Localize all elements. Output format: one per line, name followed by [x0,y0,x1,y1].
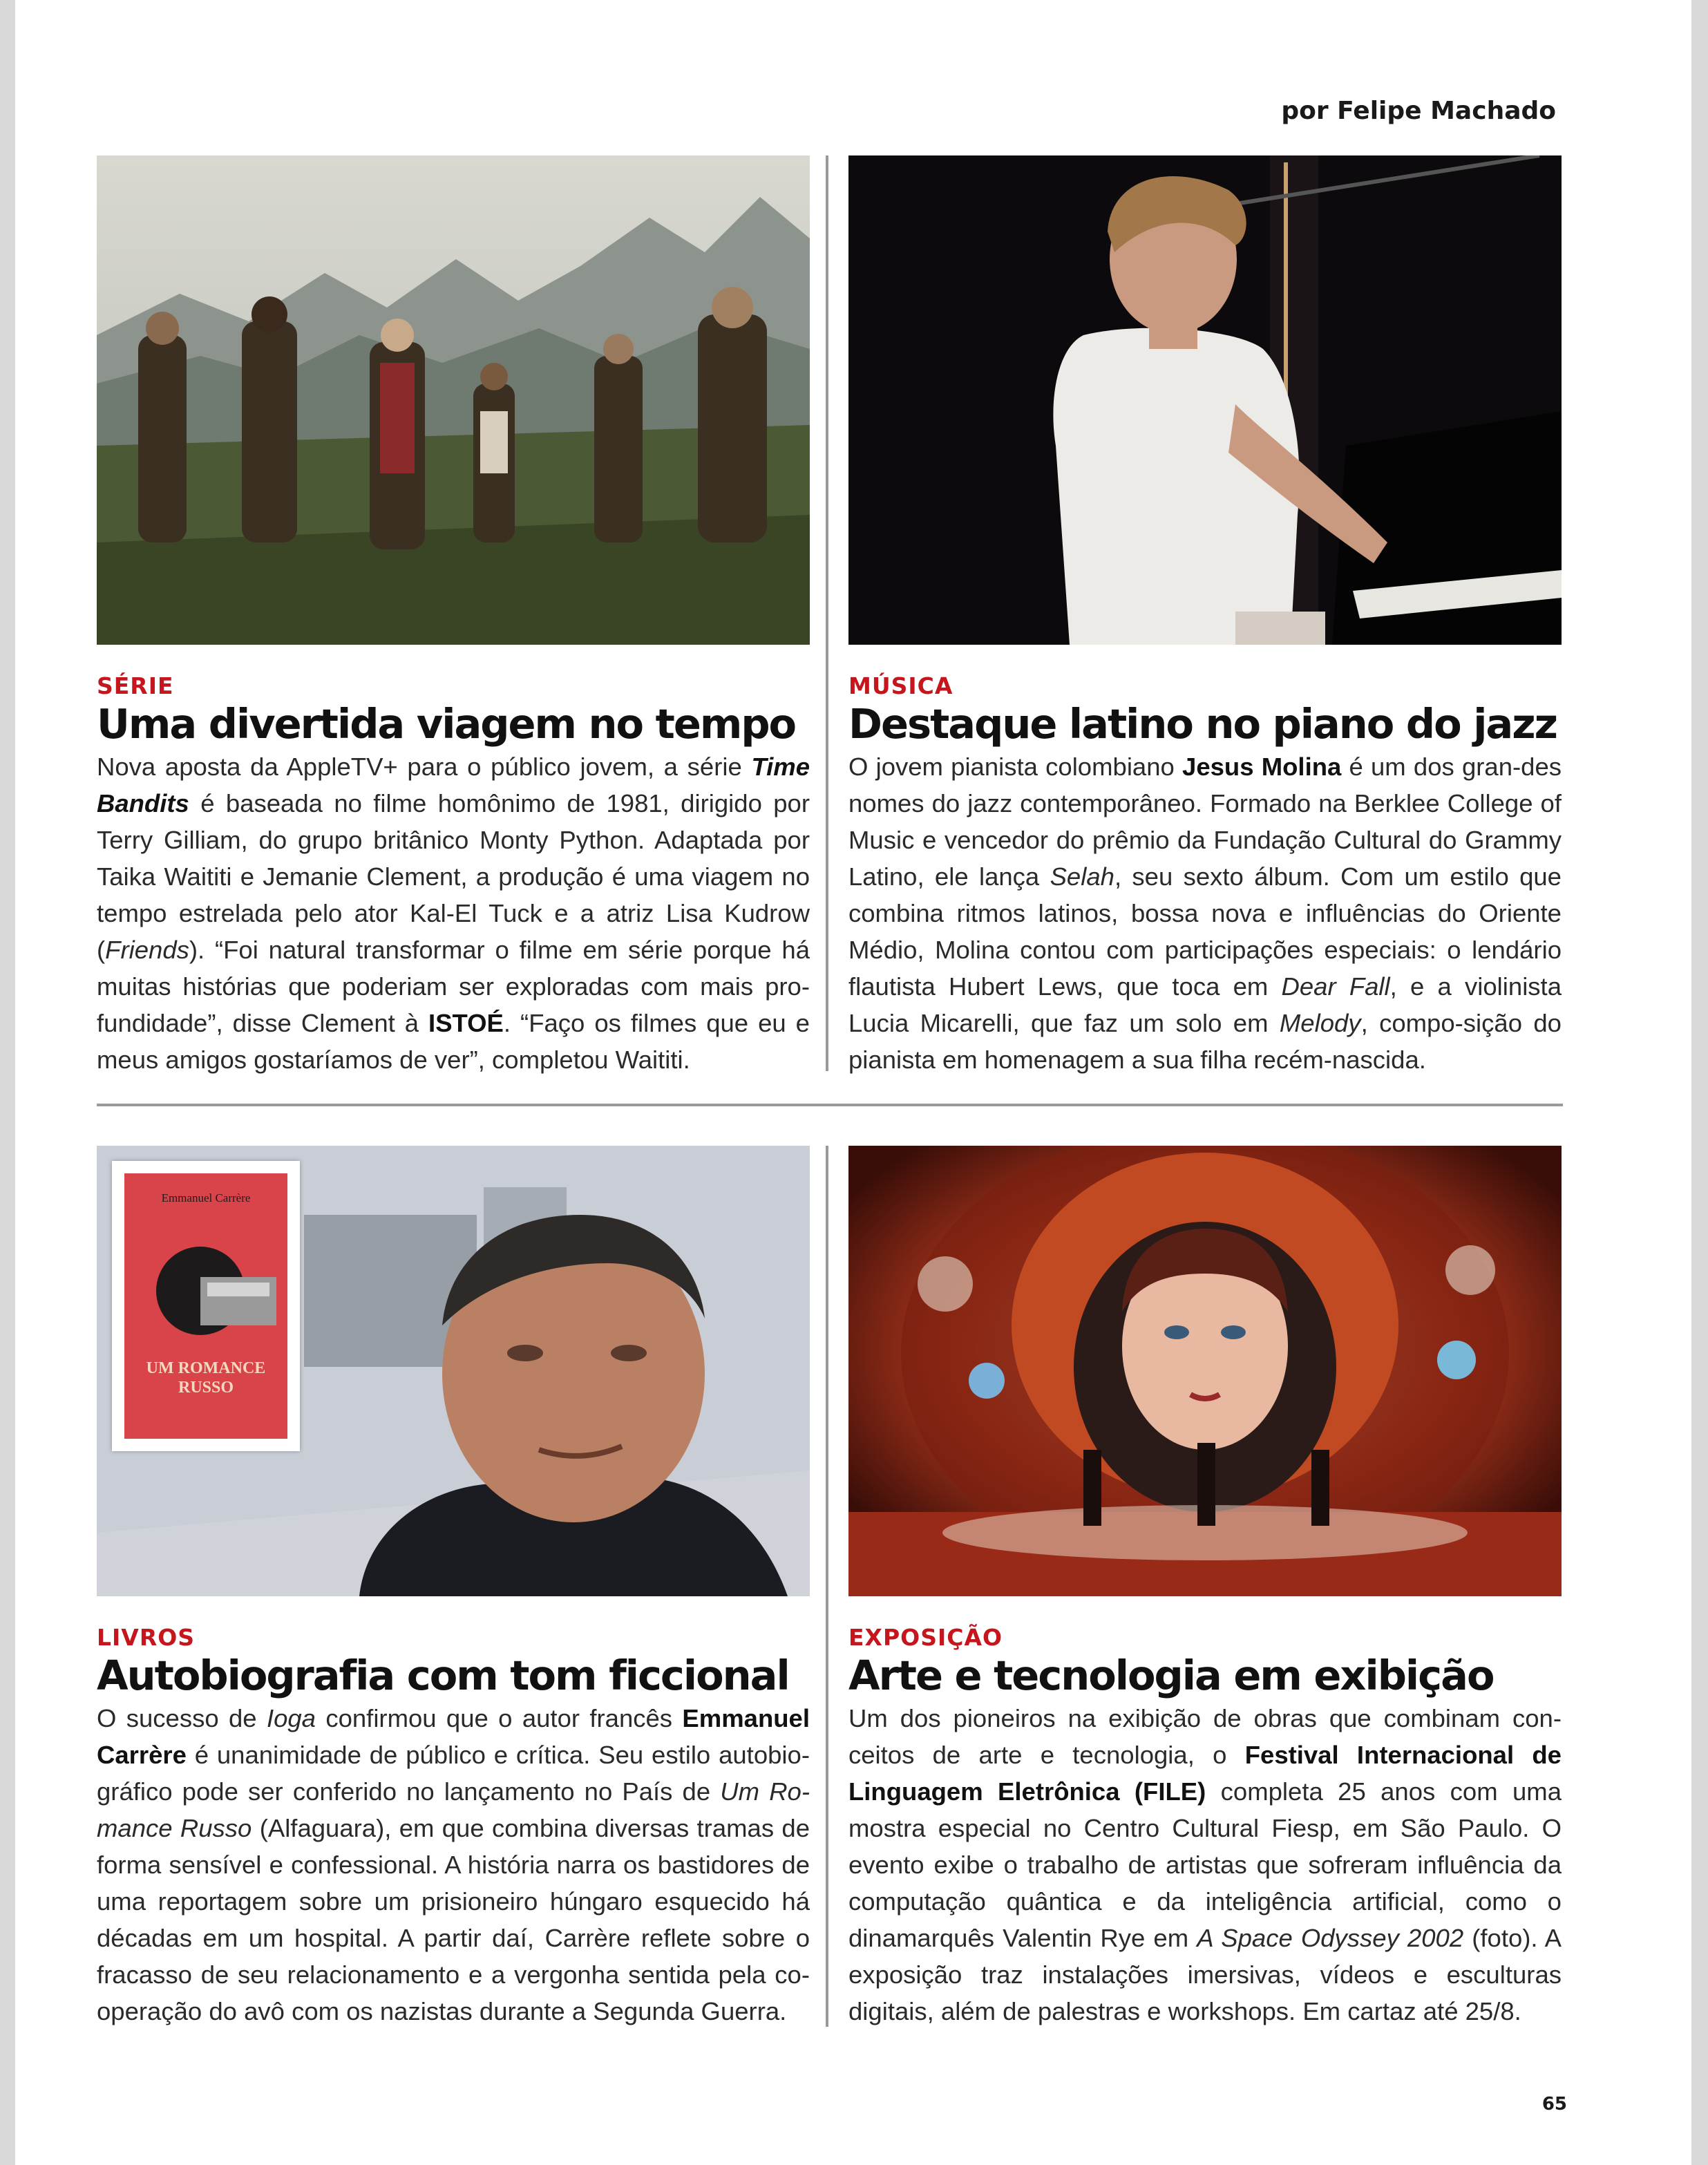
article-livros [97,1146,810,2030]
byline: por Felipe Machado [1281,97,1556,125]
headline: Destaque latino no piano do jazz [848,700,1557,748]
headline: Arte e tecnologia em exibição [848,1652,1494,1699]
column-divider-bottom [826,1146,828,2027]
category-label: LIVROS [97,1624,196,1651]
article-serie [97,155,810,1078]
headline: Uma divertida viagem no tempo [97,700,796,748]
article-body: Um dos pioneiros na exibição de obras que combinam con-ceitos de arte e tecnologia, o Festival Internacional de Linguagem Eletrônica (FILE) completa 25 anos com uma mostra especial no Centro Cultural Fiesp, em São Paulo. O evento exibe o trabalho de artistas que sofreram influência da computação quântica e da inteligência artificial, como o dinamarquês Valentin Rye em A Space Odyssey 2002 (foto). A exposição traz instalações imersivas, vídeos e esculturas digitais, além de palestras e workshops. Em cartaz até 25/8. [848,1704,1562,2025]
category-label: MÚSICA [848,672,953,699]
section-divider [97,1104,1563,1106]
magazine-page [15,0,1691,2165]
category-label: EXPOSIÇÃO [848,1624,1003,1651]
book-title: UM ROMANCE RUSSO [146,1359,266,1397]
book-cover [112,1161,300,1451]
space-odyssey-artwork [848,1146,1562,1596]
time-bandits-photo [97,155,810,645]
book-cover-art [124,1173,287,1439]
article-body: O jovem pianista colombiano Jesus Molina é um dos gran-des nomes do jazz contemporâneo. Formado na Berklee College of Music e vencedor do prêmio da Fundação Cultural do Grammy Latino, ele lança Selah, seu sexto álbum. Com um estilo que combina ritmos latinos, bossa nova e influências do Oriente Médio, Molina contou com participações especiais: o lendário flautista Hubert Lews, que toca em Dear Fall, e a violinista Lucia Micarelli, que faz um solo em Melody, compo-sição do pianista em homenagem a sua filha recém-nascida. [848,753,1562,1074]
jesus-molina-photo [848,155,1562,645]
book-author: Emmanuel Carrère [161,1191,251,1204]
article-body: Nova aposta da AppleTV+ para o público jovem, a série Time Bandits é baseada no filme homônimo de 1981, dirigido por Terry Gilliam, do grupo britânico Monty Python. Adaptada por Taika Waititi e Jemanie Clement, a produção é uma viagem no tempo estrelada pelo ator Kal-El Tuck e a atriz Lisa Kudrow (Friends). “Foi natural transformar o filme em série porque há muitas histórias que poderiam ser exploradas com mais pro-fundidade”, disse Clement à ISTOÉ. “Faço os filmes que eu e meus amigos gostaríamos de ver”, completou Waititi. [97,753,810,1074]
article-exposicao [848,1146,1562,2030]
category-label: SÉRIE [97,672,174,699]
emmanuel-carrere-photo [97,1146,810,1596]
headline: Autobiografia com tom ficcional [97,1652,789,1699]
column-divider-top [826,155,828,1071]
article-musica [848,155,1562,1078]
article-body: O sucesso de Ioga confirmou que o autor francês Emmanuel Carrère é unanimidade de público e crítica. Seu estilo autobio-gráfico pode ser conferido no lançamento no País de Um Ro-mance Russo (Alfaguara), em que combina diversas tramas de forma sensível e confessional. A história narra os bastidores de uma reportagem sobre um prisioneiro húngaro esquecido há décadas em um hospital. A partir daí, Carrère reflete sobre o fracasso de seu relacionamento e a vergonha sentida pela co-operação do avô com os nazistas durante a Segunda Guerra. [97,1704,810,2025]
page-number: 65 [1541,2094,1567,2115]
